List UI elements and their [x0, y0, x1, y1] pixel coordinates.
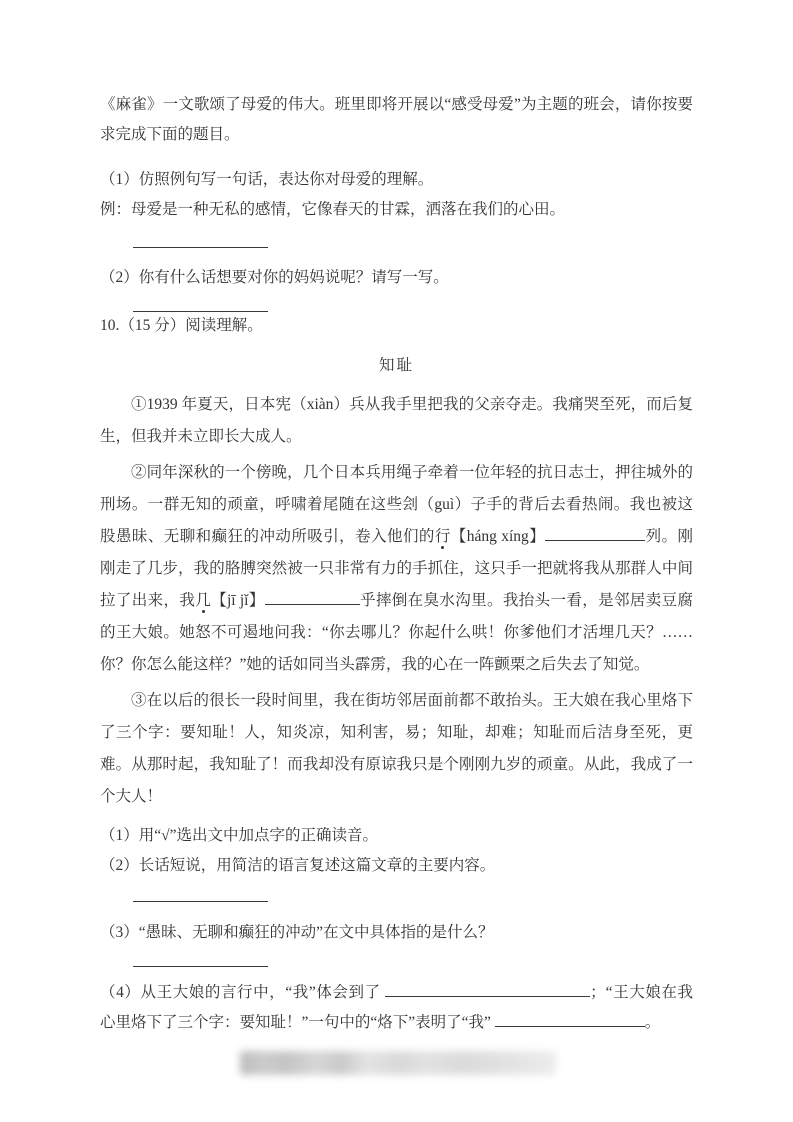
passage-paragraph-3: ③在以后的很长一段时间里，我在街坊邻居面前都不敢抬头。王大娘在我心里烙下了三个字：要知耻！人，知炎凉，知利害，易；知耻，却难；知耻而后洁身至死，更难。从那时起，我知耻了！而我却没有原谅我只是个刚刚九岁的顽童。从此，我成了一个大人！ — [100, 692, 693, 805]
inline-answer-blank-3 — [385, 982, 590, 997]
answer-blank-row-2 — [100, 293, 693, 305]
answer-blank-line — [133, 233, 268, 248]
answer-blank-row-1 — [100, 225, 693, 245]
answer-blank-line — [133, 887, 268, 902]
watermark-blur — [240, 1051, 556, 1075]
inline-answer-blank-1 — [545, 526, 645, 541]
passage-title: 知耻 — [378, 357, 414, 374]
answer-blank-line — [133, 297, 268, 312]
question9-sub2: （2）你有什么话想要对你的妈妈说呢？请写一写。 — [100, 269, 449, 286]
inline-answer-blank-4 — [495, 1012, 645, 1027]
question4-segment-1: （4）从王大娘的言行中，“我”体会到了 — [100, 984, 381, 1001]
question9-sub1: （1）仿照例句写一句话，表达你对母爱的理解。 — [100, 171, 434, 188]
page-content — [100, 90, 693, 1038]
answer-blank-row-3 — [100, 881, 693, 898]
question10-sub2: （2）长话短说，用简洁的语言复述这篇文章的主要内容。 — [100, 857, 496, 874]
question10-sub3: （3）“愚昧、无聊和癫狂的冲动”在文中具体指的是什么？ — [100, 924, 494, 941]
paragraph2-segment-3: 乎摔倒在臭水沟里。我抬头一看，是邻居卖豆腐的王大娘。她怒不可遏地问我：“你去哪儿？你起什么哄！你爹他们才活埋几天？……你？你怎么能这样？”她的话如同当头霹雳，我的心在一阵颤栗之后失去了知觉。 — [100, 592, 693, 673]
dotted-char-ji: 几 — [195, 592, 212, 609]
answer-blank-line — [133, 952, 268, 967]
passage-paragraph-2 — [100, 457, 693, 681]
pinyin-bracket-ji-ji: 【jī jǐ】 — [211, 592, 265, 609]
question4-end-punctuation: 。 — [644, 1014, 661, 1031]
answer-blank-row-4 — [100, 948, 693, 958]
question10-sub4 — [100, 978, 693, 1038]
question4-segment-2: ；“王大娘在我心里烙下了三个字：要知耻！”一句中的“烙下”表明了“我” — [100, 984, 693, 1031]
paragraph2-segment-2: 列。刚刚走了几步，我的胳膊突然被一只非常有力的手抓住，这只手一把就将我从那群人中间拉了出来，我 — [100, 528, 693, 609]
question10-header: 10.（15 分）阅读理解。 — [100, 317, 263, 334]
question9-intro: 《麻雀》一文歌颂了母爱的伟大。班里即将开展以“感受母爱”为主题的班会，请你按要求完成下面的题目。 — [100, 96, 693, 143]
paragraph2-segment-1: ②同年深秋的一个傍晚，几个日本兵用绳子牵着一位年轻的抗日志士，押往城外的刑场。一群无知的顽童，呼啸着尾随在这些刽（guì）子手的背后去看热闹。我也被这股愚昧、无聊和癫狂的冲动所吸引，卷入他们的 — [100, 464, 693, 545]
question10-sub1: （1）用“√”选出文中加点字的正确读音。 — [100, 827, 379, 844]
pinyin-bracket-hang-xing: 【háng xíng】 — [450, 528, 546, 545]
reading-passage — [100, 389, 693, 813]
dotted-char-hang: 行 — [434, 528, 451, 545]
inline-answer-blank-2 — [265, 590, 360, 605]
question9-example-sentence: 例：母爱是一种无私的感情，它像春天的甘霖，洒落在我们的心田。 — [100, 201, 566, 218]
passage-paragraph-1: ①1939 年夏天，日本宪（xiàn）兵从我手里把我的父亲夺走。我痛哭至死，而后复生，但我并未立即长大成人。 — [100, 396, 693, 445]
